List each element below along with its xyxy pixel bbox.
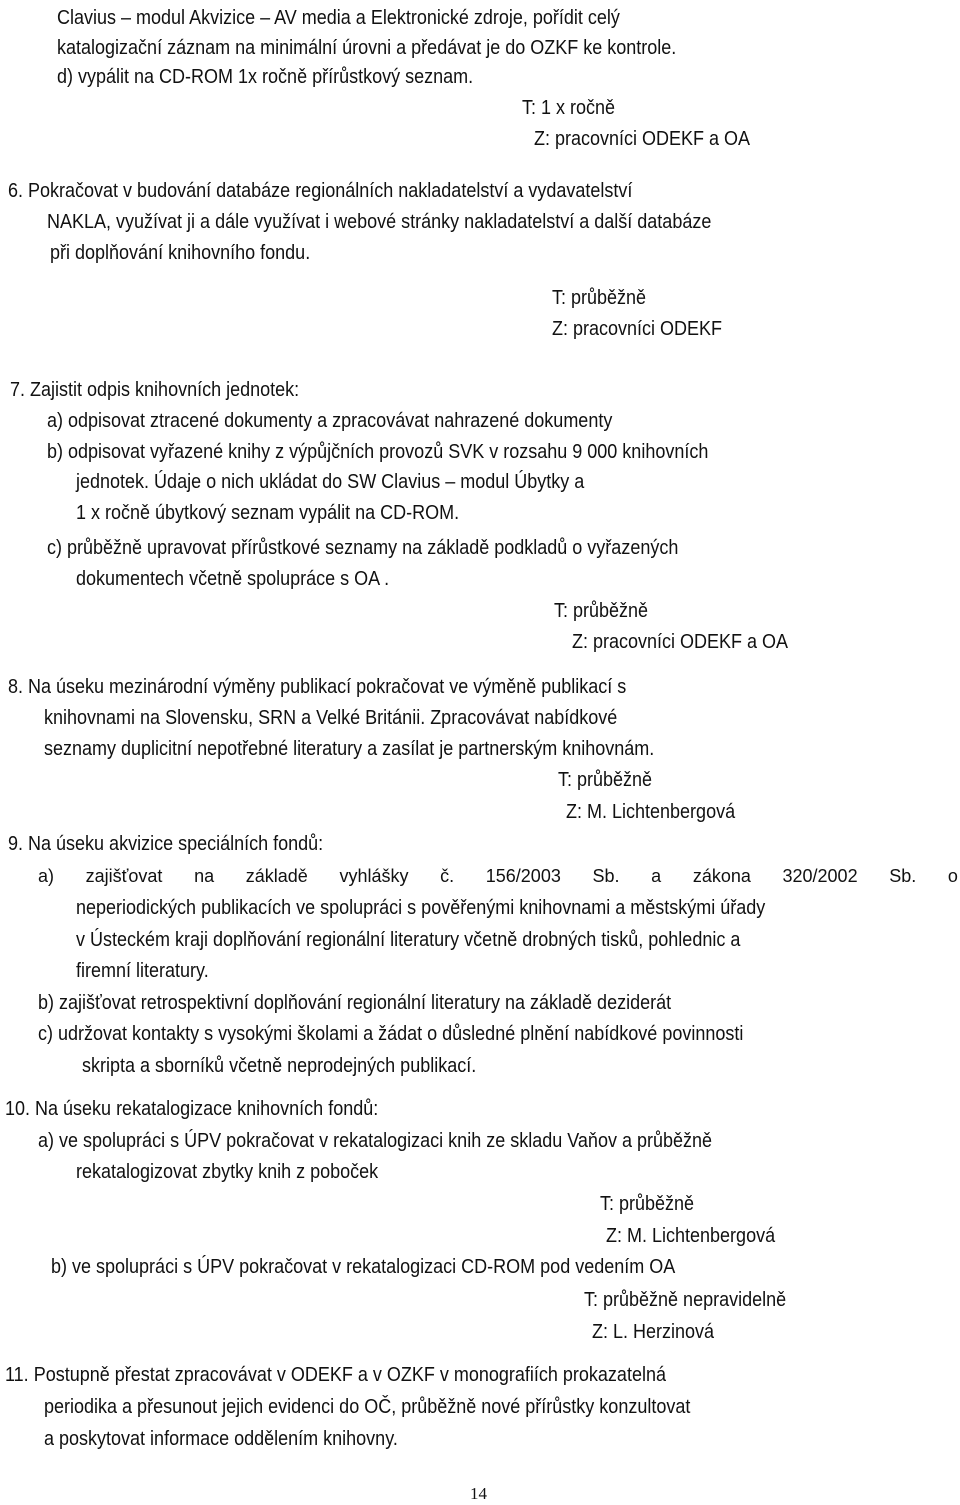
justified-word: 156/2003 <box>485 866 561 886</box>
justified-word: vyhlášky <box>339 866 409 886</box>
text-line: 6. Pokračovat v budování databáze regionálních nakladatelství a vydavatelství <box>8 180 633 202</box>
text-line: periodika a přesunout jejich evidenci do OČ, průběžně nové přírůstky konzultovat <box>44 1396 691 1418</box>
text-line: Z: M. Lichtenbergová <box>566 801 736 823</box>
justified-word: zákona <box>692 866 751 886</box>
text-line: jednotek. Údaje o nich ukládat do SW Clavius – modul Úbytky a <box>76 471 585 493</box>
text-line: Clavius – modul Akvizice – AV media a Elektronické zdroje, pořídit celý <box>57 7 620 29</box>
page-number: 14 <box>470 1484 487 1503</box>
text-line: firemní literatury. <box>76 960 209 982</box>
text-line: knihovnami na Slovensku, SRN a Velké Británii. Zpracovávat nabídkové <box>44 707 618 729</box>
text-line: a poskytovat informace oddělením knihovny. <box>44 1428 398 1450</box>
text-line: 9. Na úseku akvizice speciálních fondů: <box>8 833 324 855</box>
text-line: seznamy duplicitní nepotřebné literatury a zasílat je partnerským knihovnám. <box>44 738 655 760</box>
text-line: Z: pracovníci ODEKF <box>552 318 723 340</box>
text-line: T: průběžně <box>552 287 647 309</box>
text-line: T: průběžně <box>558 769 653 791</box>
text-line: T: 1 x ročně <box>522 97 616 119</box>
justified-word: 320/2002 <box>782 866 858 886</box>
text-line: Z: M. Lichtenbergová <box>606 1225 776 1247</box>
text-line: dokumentech včetně spolupráce s OA . <box>76 568 390 590</box>
text-line: NAKLA, využívat ji a dále využívat i webové stránky nakladatelství a další databáze <box>47 211 712 233</box>
justified-word: základě <box>245 866 308 886</box>
text-line: a) ve spolupráci s ÚPV pokračovat v rekatalogizaci knih ze skladu Vaňov a průběžně <box>38 1130 713 1152</box>
justified-word: zajišťovat <box>85 866 163 886</box>
justified-word: a <box>651 866 662 886</box>
text-line: T: průběžně <box>600 1193 695 1215</box>
text-line: c) průběžně upravovat přírůstkové seznamy na základě podkladů o vyřazených <box>47 537 679 559</box>
text-line: a) odpisovat ztracené dokumenty a zpracovávat nahrazené dokumenty <box>47 410 613 432</box>
text-line: T: průběžně <box>554 600 649 622</box>
text-line: c) udržovat kontakty s vysokými školami a žádat o důsledné plnění nabídkové povinnosti <box>38 1023 744 1045</box>
justified-word: č. <box>440 866 455 886</box>
text-line: 10. Na úseku rekatalogizace knihovních fondů: <box>5 1098 379 1120</box>
text-line: Z: pracovníci ODEKF a OA <box>572 631 789 653</box>
text-line: Z: pracovníci ODEKF a OA <box>534 128 751 150</box>
text-line: d) vypálit na CD-ROM 1x ročně přírůstkový seznam. <box>57 66 474 88</box>
text-line: T: průběžně nepravidelně <box>584 1289 787 1311</box>
text-line: 11. Postupně přestat zpracovávat v ODEKF a v OZKF v monografiích prokazatelná <box>5 1364 666 1386</box>
text-line: 1 x ročně úbytkový seznam vypálit na CD-ROM. <box>76 502 460 524</box>
justified-word: a) <box>38 866 55 886</box>
text-line: b) zajišťovat retrospektivní doplňování regionální literatury na základě deziderát <box>38 992 672 1014</box>
text-line: 7. Zajistit odpis knihovních jednotek: <box>10 379 300 401</box>
text-line: b) odpisovat vyřazené knihy z výpůjčních provozů SVK v rozsahu 9 000 knihovních <box>47 441 709 463</box>
text-line: 8. Na úseku mezinárodní výměny publikací pokračovat ve výměně publikací s <box>8 676 627 698</box>
text-line: v Ústeckém kraji doplňování regionální literatury včetně drobných tisků, pohlednic a <box>76 929 741 951</box>
justified-word: Sb. <box>889 866 917 886</box>
text-line: b) ve spolupráci s ÚPV pokračovat v rekatalogizaci CD-ROM pod vedením OA <box>51 1256 676 1278</box>
justified-line <box>38 864 958 888</box>
justified-word: Sb. <box>592 866 620 886</box>
justified-word: o <box>947 866 958 886</box>
text-line: neperiodických publikacích ve spolupráci s pověřenými knihovnami a městskými úřady <box>76 897 766 919</box>
justified-word: na <box>194 866 215 886</box>
text-line: skripta a sborníků včetně neprodejných publikací. <box>82 1055 477 1077</box>
text-line: při doplňování knihovního fondu. <box>50 242 311 264</box>
text-line: katalogizační záznam na minimální úrovni a předávat je do OZKF ke kontrole. <box>57 37 677 59</box>
text-line: rekatalogizovat zbytky knih z poboček <box>76 1161 379 1183</box>
text-line: Z: L. Herzinová <box>592 1321 715 1343</box>
